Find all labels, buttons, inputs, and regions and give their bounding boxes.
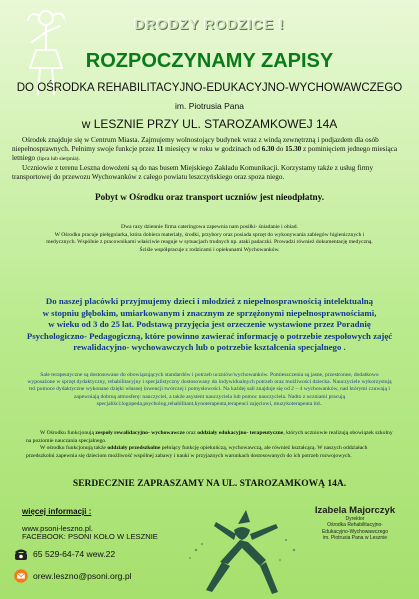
more-info-heading: więcej informacji : xyxy=(22,507,92,516)
phone-number[interactable]: 65 529-64-74 wew.22 xyxy=(33,549,116,559)
peter-pan-fairy-silhouette-icon xyxy=(176,500,306,598)
admission-paragraph: Do naszej placówki przyjmujemy dzieci i młodzież z niepełnosprawnością intelektualną w stopniu głębokim, umiarkowanym i znacznym ze sprzężonymi niepełnosprawnościami, w wieku od 3 do 25 lat. Podstawą przyjęcia jest orzeczenie wystawione przez Poradnię Psychologiczno- Pedagogiczną, które powinno zawierać informację o potrzebie zespołowych zajęć rewalidacyjno- wychowawczych lub o potrzebie kształcenia specjalnego . xyxy=(26,296,393,353)
address-line: w LESZNIE PRZY UL. STAROZAMKOWEJ 14A xyxy=(81,117,338,131)
email-address[interactable]: orew.leszno@psoni.org.pl xyxy=(33,571,132,581)
facebook-link[interactable]: FACEBOOK: PSONI KOŁO W LESZNIE xyxy=(22,532,158,541)
intro-paragraph xyxy=(12,136,408,182)
intro-line-2: Uczniowie z terenu Leszna dowożeni są do nas busem Miejskiego Zakładu Komunikacji. Korzystamy także z usług firmy transportowej do przewozu Wychowanków z całego powiatu leszczyńskiego oraz spoza niego. xyxy=(12,164,374,181)
email-row xyxy=(14,569,132,583)
invitation-line: SERDECZNIE ZAPRASZAMY NA UL. STAROZAMKOWĄ 14A. xyxy=(72,479,347,489)
groups-paragraph: W Ośrodku funkcjonują zespoły rewalidacyjno- wychowawcze oraz oddziały edukacyjno- terapeutyczne, których uczniowie realizują obowiązek szkolny na poziomie nauczania specjalnego. W ośrodku funkcjonują także oddziały przedszkolne pełniący funkcję opiekuńczą, wychowawczą, ale również kształcącą. W naszych oddziałach przedszkolni zapewnia się dzieciom możliwość wspólnej zabawy i nauki w przyjaznych warunkach dostosowanych do ich potrzeb rozwojowych. xyxy=(26,430,393,459)
transport-note: Pobyt w Ośrodku oraz transport uczniów jest nieodpłatny. xyxy=(94,192,325,202)
director-name: Izabela Majorczyk xyxy=(314,505,396,516)
rooms-paragraph: Sale terapeutyczne są dostosowane do obowiązujących standardów i potrzeb uczniów/wychowanków. Pomieszczenia są jasne, przestronne, dodatkowo wyposażone w sprzęt dydaktyczny, rehabilitacyjny i specjalistyczny dostosowany do indywidualnych potrzeb oraz możliwości dziecka. Nauczyciele wykorzystują też pomoce dydaktyczne wykonane dzięki własnej inwencji twórczej i pomysłowości. Na każdej sali znajduje się od 2 – 4 wychowanków, nad którymi czuwają i zapewniają dobrną atmosferę: nauczyciel, a także asystent nauczyciela lub pomoc nauczyciela. Nadto z uczniami pracują specjaliści:logopeda,psycholog,rehabilitant,kynoterapeuta,terapeuci zajęciowi, muzykoterapeuta itd.. xyxy=(27,372,392,407)
institution-name: DO OŚRODKA REHABILITACYJNO-EDUKACYJNO-WYCHOWAWCZEGO xyxy=(16,82,403,94)
page-title: ROZPOCZYNAMY ZAPISY xyxy=(85,50,334,72)
catering-paragraph: Dwa razy dziennie firma cateringowa zapewnia nam posiłki- śniadanie i obiad. W Ośrodku pracuje pielęgniarka, która dobiera materiały, środki, przybory oraz posiada sprzęt do wykonywania zabiegów higienicznych i medycznych. Wspólnie z pracownikami właściwie reaguje w sytuacjach trudnych np. ataki padaczki. Prowadzi również dokumentację medyczną. Ściśle współpracuje z rodzicami i opiekunami Wychowanków. xyxy=(46,224,373,253)
envelope-icon xyxy=(14,569,28,583)
phone-row xyxy=(14,547,115,561)
website-link[interactable]: www.psoni-leszno.pl. xyxy=(22,524,93,533)
director-signature: Izabela Majorczyk Dyrektor Ośrodka Rehabilitacyjno- Edukacyjno-Wychowawczego im. Piotrusia Pana w Lesznie xyxy=(300,505,410,542)
intro-line-1: Ośrodek znajduje się w Centrum Miasta. Zajmujemy wolnostojący budynek wraz z windą zewnętrzną i podjazdem dla osób niepełnosprawnych. Pełnimy swoje funkcje przez 11 miesięcy w roku w godzinach od 6.30 do 15.30 z pominięciem jednego miesiąca letniego (lipca lub sierpnia). xyxy=(12,136,398,162)
telephone-icon xyxy=(14,547,28,561)
greeting-heading: DRODZY RODZICE ! xyxy=(134,16,285,32)
patron-name: im. Piotrusia Pana xyxy=(175,101,244,111)
